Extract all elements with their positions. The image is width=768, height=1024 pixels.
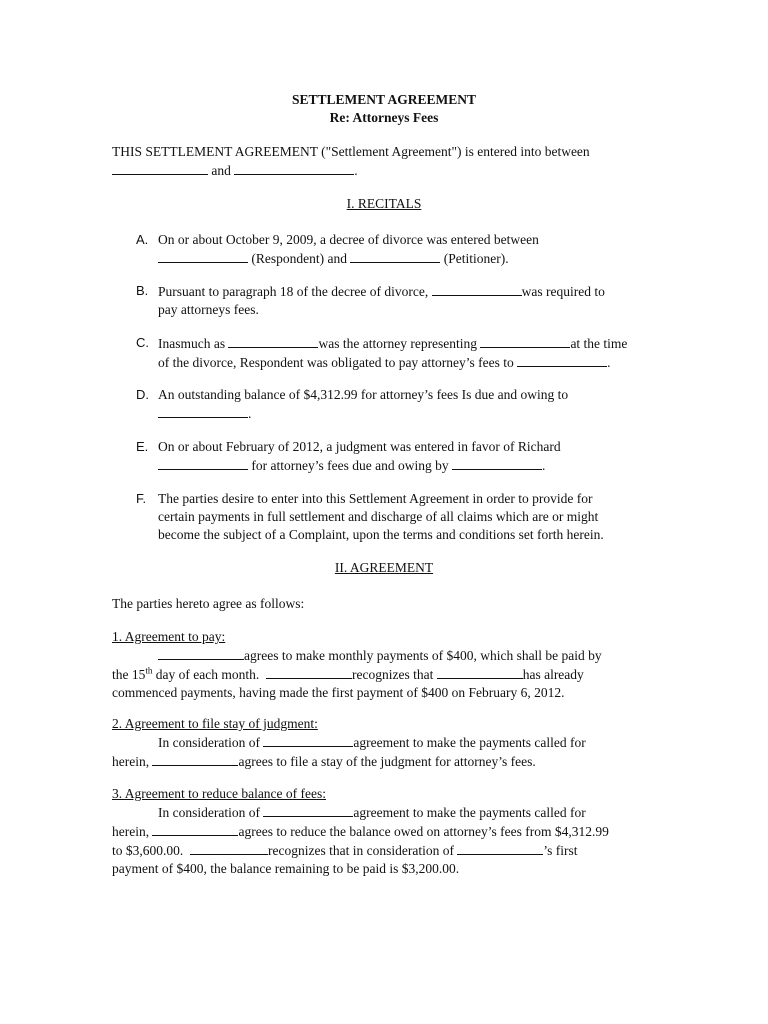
ordinal-suffix: th [145, 665, 153, 676]
section-3-text-6: recognizes that in consideration of [268, 843, 454, 858]
recital-e-end: . [541, 458, 546, 473]
recital-c-line-2 [158, 353, 658, 372]
section-1 [112, 628, 652, 702]
section-1-text-3: day of each month. [155, 667, 260, 682]
recital-f-line-2: certain payments in full settlement and discharge of all claims which are or might [158, 509, 599, 524]
recital-f-line-1: The parties desire to enter into this Settlement Agreement in order to provide for [158, 491, 593, 506]
section-1-text-4: recognizes that [351, 667, 434, 682]
recital-a-text-1: (Respondent) and [251, 251, 347, 266]
section-3-text-3: herein, [112, 824, 150, 839]
recital-c-line-1 [158, 334, 658, 353]
recital-f-letter: F. [136, 491, 147, 506]
party-2-blank [234, 161, 354, 175]
recital-f-line-3: become the subject of a Complaint, upon the terms and conditions set forth herein. [158, 527, 604, 542]
intro-end: . [354, 163, 358, 178]
payer-blank [158, 646, 244, 660]
section-1-line-2 [112, 665, 652, 684]
recital-d-letter: D. [136, 387, 149, 402]
section-2-heading: 2. Agreement to file stay of judgment: [112, 716, 318, 731]
recital-e-line-2 [158, 456, 658, 475]
recital-a-line-2 [158, 249, 658, 268]
consideration-party-blank [263, 733, 353, 747]
recital-c-text-4: of the divorce, Respondent was obligated to pay attorney’s fees to [158, 355, 514, 370]
section-3-heading: 3. Agreement to reduce balance of fees: [112, 786, 327, 801]
first-payer-blank [457, 841, 543, 855]
recital-c-text-1: Inasmuch as [158, 336, 226, 351]
recital-b-text-2: was required to [521, 284, 605, 299]
section-3-line-4: payment of $400, the balance remaining to be paid is $3,200.00. [112, 861, 460, 876]
section-2-line-2 [112, 752, 652, 771]
recital-c-letter: C. [136, 335, 149, 350]
section-3-text-4: agrees to reduce the balance owed on attorney’s fees from $4,312.99 [238, 824, 609, 839]
section-3-line-3 [112, 841, 652, 860]
intro-paragraph [112, 143, 652, 180]
richard-surname-blank [158, 456, 248, 470]
recital-c-text-3: at the time [570, 336, 628, 351]
section-1-text-5: has already [522, 667, 584, 682]
agreement-heading: II. AGREEMENT [334, 560, 434, 575]
section-1-line-3: commenced payments, having made the first payment of $400 on February 6, 2012. [112, 685, 565, 700]
attorney-blank [228, 334, 318, 348]
section-3-line-2 [112, 822, 652, 841]
recognizer-blank [266, 665, 352, 679]
document-subtitle: Re: Attorneys Fees [329, 110, 439, 125]
consideration-party-blank-2 [263, 803, 353, 817]
section-2-text-2: agreement to make the payments called for [353, 735, 586, 750]
recital-c-text-2: was the attorney representing [318, 336, 478, 351]
section-3-line-1 [112, 803, 652, 822]
recital-a-line-1: On or about October 9, 2009, a decree of divorce was entered between [158, 232, 539, 247]
fees-payee-blank [517, 353, 607, 367]
section-2-text-4: agrees to file a stay of the judgment for attorney’s fees. [238, 754, 536, 769]
petitioner-blank [350, 249, 440, 263]
section-1-heading: 1. Agreement to pay: [112, 629, 226, 644]
recital-e-letter: E. [136, 439, 149, 454]
agreement-intro: The parties hereto agree as follows: [112, 596, 305, 611]
recital-d-end: . [248, 406, 252, 421]
commenced-party-blank [437, 665, 523, 679]
section-2 [112, 715, 652, 771]
recital-d-line-2 [158, 404, 658, 423]
section-3-text-5: to $3,600.00. [112, 843, 184, 858]
recital-c-end: . [607, 355, 611, 370]
intro-and: and [211, 163, 231, 178]
section-1-line-1 [112, 646, 652, 665]
owing-by-blank [452, 456, 542, 470]
section-3-text-2: agreement to make the payments called for [353, 805, 586, 820]
recital-a-letter: A. [136, 232, 149, 247]
recital-e-text: for attorney’s fees due and owing by [251, 458, 449, 473]
section-2-line-1 [112, 733, 652, 752]
section-3-text-7: ’s first [543, 843, 578, 858]
recital-d-line-1: An outstanding balance of $4,312.99 for attorney’s fees Is due and owing to [158, 387, 569, 402]
recognizer-blank-2 [190, 841, 268, 855]
section-2-text-1: In consideration of [158, 735, 260, 750]
recital-e-line-1: On or about February of 2012, a judgment was entered in favor of Richard [158, 439, 561, 454]
recital-b-letter: B. [136, 283, 149, 298]
section-2-text-3: herein, [112, 754, 150, 769]
document-title: SETTLEMENT AGREEMENT [292, 92, 476, 107]
intro-line-1: THIS SETTLEMENT AGREEMENT ("Settlement Agreement") is entered into between [112, 144, 590, 159]
recital-b-line-2: pay attorneys fees. [158, 302, 259, 317]
recital-b-text-1: Pursuant to paragraph 18 of the decree of divorce, [158, 284, 429, 299]
recital-b-line-1 [158, 282, 658, 301]
section-1-text-2: the 15 [112, 667, 146, 682]
respondent-blank [158, 249, 248, 263]
owed-to-blank [158, 404, 248, 418]
stay-filer-blank [152, 752, 238, 766]
party-1-blank [112, 161, 208, 175]
section-1-text-1: agrees to make monthly payments of $400, which shall be paid by [244, 648, 602, 663]
client-blank [480, 334, 570, 348]
section-3 [112, 785, 652, 878]
reducer-blank [152, 822, 238, 836]
section-3-text-1: In consideration of [158, 805, 260, 820]
recital-a-text-2: (Petitioner). [443, 251, 509, 266]
intro-line-2 [112, 161, 652, 180]
recital-b-blank [432, 282, 522, 296]
recitals-heading: I. RECITALS [346, 196, 422, 211]
